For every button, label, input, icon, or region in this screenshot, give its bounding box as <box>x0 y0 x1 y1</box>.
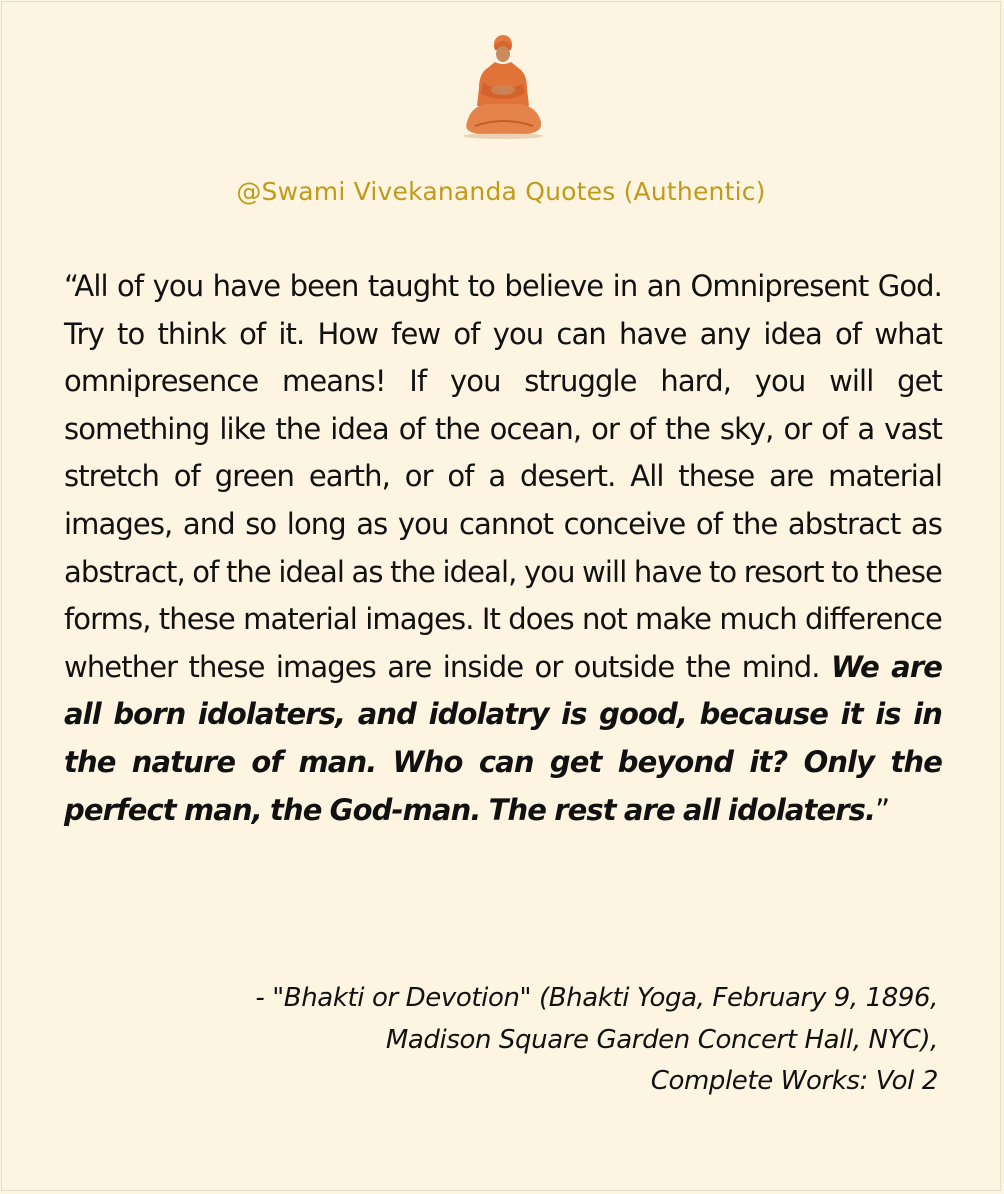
page-handle-title: @Swami Vivekananda Quotes (Authentic) <box>236 177 766 206</box>
quote-text: “All of you have been taught to believe in an Omnipresent God. Try to think of it. How few of you can have any idea of what omnipresence means! If you struggle hard, you will get something like the idea of the ocean, or of the sky, or of a vast stretch of green earth, or of a desert. All these are material images, and so long as you cannot conceive of the abstract as abstract, of the ideal as the ideal, you will have to resort to these forms, these material images. It does not make much difference whether these images are inside or outside the mind. <box>64 269 942 684</box>
quote-source <box>58 978 938 1103</box>
quote-emphasis: We are all born idolaters, and idolatry is good, because it is in the nature of man. Who can get beyond it? Only the perfect man, the God-man. The rest are all idolaters. <box>64 649 942 827</box>
seated-monk-portrait-icon <box>457 32 549 140</box>
quote-body <box>64 263 942 834</box>
quote-closing-mark: ” <box>875 792 890 827</box>
source-line: Madison Square Garden Concert Hall, NYC), <box>385 1024 938 1055</box>
source-line: Complete Works: Vol 2 <box>650 1066 938 1096</box>
source-line: - "Bhakti or Devotion" (Bhakti Yoga, February 9, 1896, <box>255 983 938 1013</box>
card-frame <box>1 1 1001 1191</box>
